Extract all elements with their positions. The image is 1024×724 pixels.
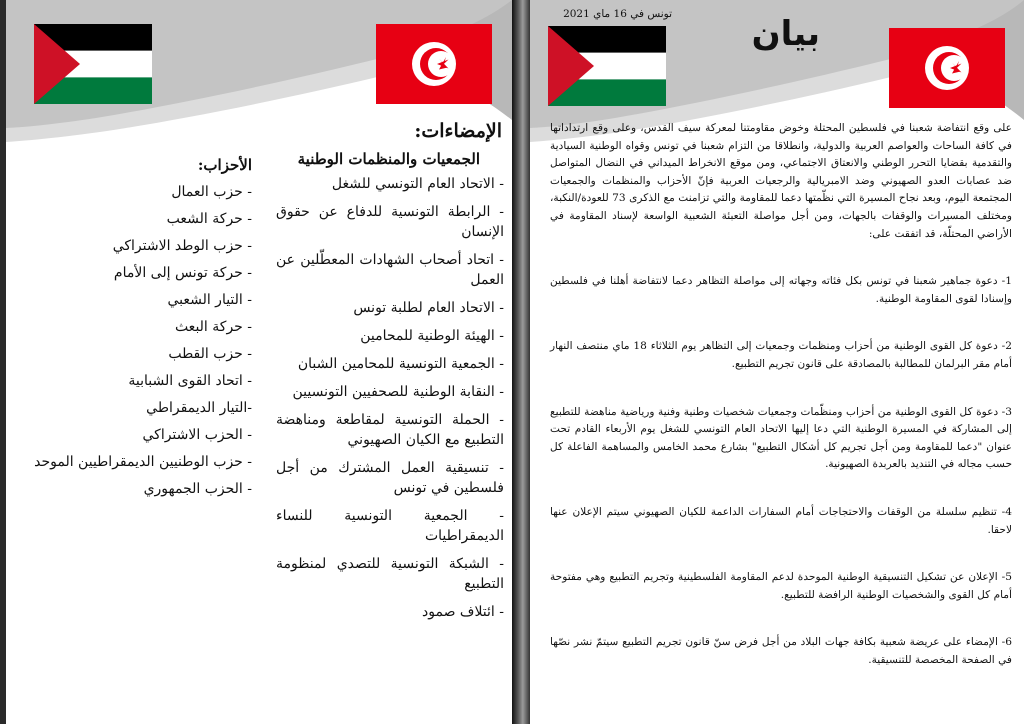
tunisia-flag-icon <box>888 28 1006 108</box>
organization-item: - الجمعية التونسية للنساء الديمقراطيات <box>276 508 504 544</box>
parties-column <box>34 156 252 506</box>
palestine-flag-icon <box>34 24 152 104</box>
party-item: - التيار الشعبي <box>167 292 252 308</box>
party-item: - اتحاد القوى الشبابية <box>128 373 252 389</box>
statement-title: بيان <box>751 14 820 54</box>
right-page <box>530 0 1024 724</box>
organization-item: - الهيئة الوطنية للمحامين <box>360 328 504 344</box>
statement-point: 2- دعوة كل القوى الوطنية من أحزاب ومنظمات وجمعيات إلى التظاهر يوم الثلاثاء 18 ماي منتصف النهار أمام مقر البرلمان للمطالبة بالمصادقة على قانون تجريم التطبيع. <box>550 340 1012 370</box>
palestine-flag-icon <box>548 26 666 106</box>
statement-point: 1- دعوة جماهير شعبنا في تونس بكل فئاته وجهاته إلى مواصلة التظاهر دعما لانتفاضة أهلنا في فلسطين وإسنادا لقوى المقاومة الوطنية. <box>550 275 1012 305</box>
party-item: - حزب الوطد الاشتراكي <box>112 238 252 254</box>
organization-item: - الشبكة التونسية للتصدي لمنظومة التطبيع <box>276 556 504 592</box>
organization-item: - الجمعية التونسية للمحامين الشبان <box>297 356 504 372</box>
party-item: - الحزب الاشتراكي <box>142 427 252 443</box>
organizations-column <box>276 150 504 630</box>
party-item: - حركة البعث <box>174 319 252 335</box>
organization-item: - تنسيقية العمل المشترك من أجل فلسطين في تونس <box>276 460 504 496</box>
signatories-title: الإمضاءات: <box>414 120 502 142</box>
organization-item: - النقابة الوطنية للصحفيين التونسيين <box>292 384 504 400</box>
tunisia-flag-icon <box>376 24 492 104</box>
left-page <box>6 0 512 724</box>
party-item: - الحزب الجمهوري <box>143 481 252 497</box>
organization-item: - اتحاد أصحاب الشهادات المعطّلين عن العمل <box>276 252 504 288</box>
party-item: - حركة الشعب <box>166 211 252 227</box>
statement-intro: على وقع انتفاضة شعبنا في فلسطين المحتلة وخوض مقاومتنا لمعركة سيف القدس، وعلى وقع ارتداداتها في كافة الساحات والعواصم العربية والدولية، وانطلاقا من التزام شعبنا في تونس وقواه الوطنية السيادية والتقدمية بقضايا التحرر الوطني والانعتاق الاجتماعي، ومن موقع الانخراط الميداني في النضال المتواصل ضد عصابات العدو الصهيوني وضد الامبريالية والرجعيات العربية فإنّ الأحزاب والمنظمات والجمعيات المجتمعة اليوم، وبعد نجاح المسيرة التي نظّمتها دعما للمقاومة والتي تزامنت مع الذكرى 73 للعودة/النكبة، ومختلف المسيرات والوقفات بالجهات، ومن أجل مواصلة التعبئة الشعبية الواسعة لإسناد المقاومة في الأراضي المحتلّة، قد اتفقت على: <box>550 122 1012 240</box>
organizations-heading: الجمعيات والمنظمات الوطنية <box>297 150 480 168</box>
statement-point: 5- الإعلان عن تشكيل التنسيقية الوطنية الموحدة لدعم المقاومة الفلسطينية وتجريم التطبيع وهي مفتوحة أمام كل القوى والشخصيات الوطنية الرافضة للتطبيع. <box>550 571 1012 601</box>
party-item: -التيار الديمقراطي <box>146 400 252 416</box>
organization-item: - الحملة التونسية لمقاطعة ومناهضة التطبيع مع الكيان الصهيوني <box>276 412 504 448</box>
party-item: - حزب العمال <box>171 184 252 200</box>
organization-item: - الاتحاد العام التونسي للشغل <box>331 176 504 192</box>
organization-item: - الرابطة التونسية للدفاع عن حقوق الإنسان <box>276 204 504 240</box>
statement-point: 3- دعوة كل القوى الوطنية من أحزاب ومنظّمات وجمعيات شخصيات وطنية وفنية ورياضية مناهضة للتطبيع إلى المشاركة في المسيرة الوطنية التي دعا إليها الاتحاد العام التونسي للشغل يوم الأربعاء القادم تحت عنوان "دعما للمقاومة ومن أجل تجريم كل أشكال التطبيع" بشارع محمد الخامس والمساهمة الفاعلة كل حسب مجاله في التنديد بالعربدة الصهيونية. <box>550 405 1012 471</box>
organization-item: - الاتحاد العام لطلبة تونس <box>353 300 504 316</box>
statement-point: 6- الإمضاء على عريضة شعبية بكافة جهات البلاد من أجل فرض سنّ قانون تجريم التطبيع سيتمّ نشر نصّها في الصفحة المخصصة للتنسيقية. <box>550 636 1012 666</box>
organization-item: - ائتلاف صمود <box>422 604 504 620</box>
document-date: تونس في 16 ماي 2021 <box>563 8 672 20</box>
statement-body <box>550 120 1012 669</box>
parties-heading: الأحزاب: <box>197 156 252 174</box>
page-gutter <box>512 0 530 724</box>
party-item: - حركة تونس إلى الأمام <box>113 265 252 281</box>
party-item: - حزب الوطنيين الديمقراطيين الموحد <box>34 454 252 470</box>
party-item: - حزب القطب <box>168 346 252 362</box>
statement-point: 4- تنظيم سلسلة من الوقفات والاحتجاجات أمام السفارات الداعمة للكيان الصهيوني سيتم الإعلان عنها لاحقا. <box>550 505 1012 536</box>
